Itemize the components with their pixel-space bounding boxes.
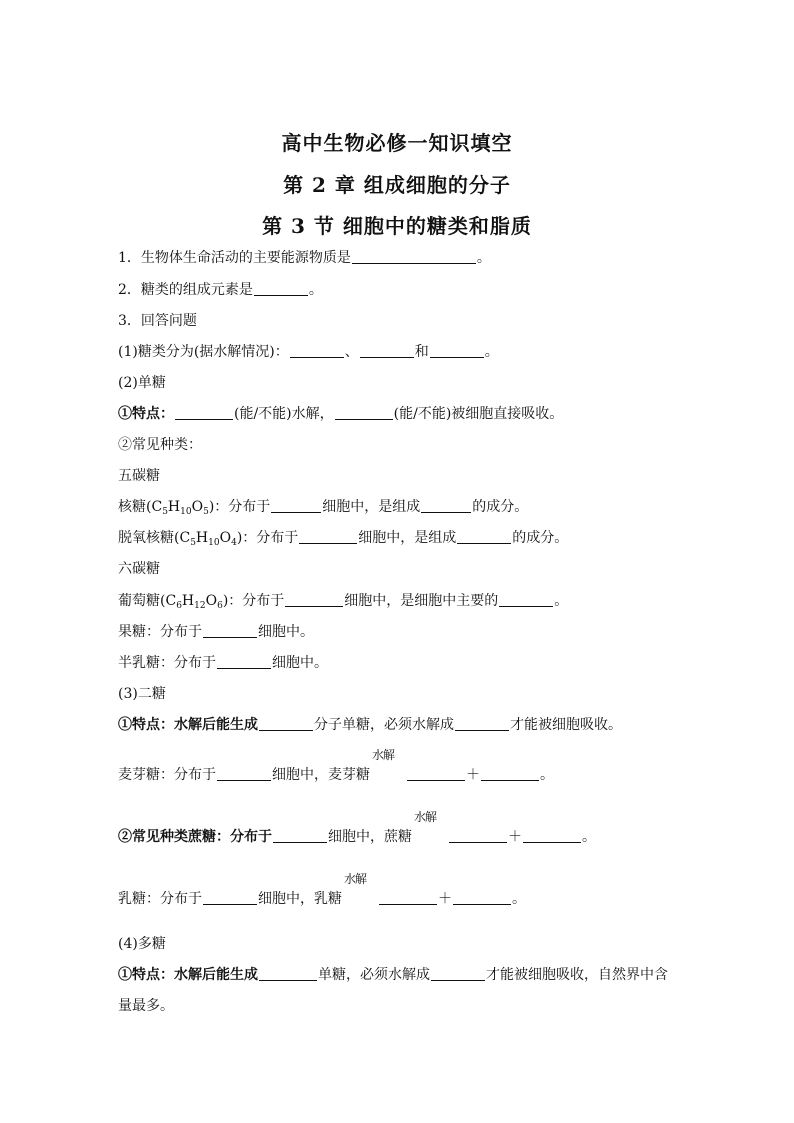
question-text: ①特点：水解后能生成	[118, 967, 258, 983]
answer-blank[interactable]	[217, 653, 271, 669]
answer-blank[interactable]	[299, 528, 357, 544]
answer-blank[interactable]	[271, 497, 321, 513]
punctuation: 。	[540, 767, 554, 783]
question-text: 的成分。	[472, 499, 529, 515]
answer-blank[interactable]	[379, 889, 437, 905]
sucrose-line	[118, 810, 596, 847]
question-text: ②常见种类蔗糖：分布于	[118, 829, 272, 845]
galactose-line	[118, 653, 328, 673]
subquestion-2: (2)单糖	[118, 375, 166, 391]
polysaccharide-continuation: 量最多。	[118, 998, 174, 1014]
question-text: 的成分。	[512, 530, 569, 546]
question-2	[118, 280, 323, 300]
question-text: 麦芽糖：分布于	[118, 767, 216, 783]
polysaccharide-features	[118, 965, 668, 985]
question-text: 细胞中。	[272, 655, 328, 671]
answer-blank[interactable]	[453, 889, 511, 905]
arrow-condition: 水解	[414, 810, 437, 824]
plus-sign: ＋	[508, 829, 522, 845]
answer-blank[interactable]	[285, 591, 343, 607]
punctuation: 。	[476, 250, 491, 266]
answer-blank[interactable]	[254, 280, 308, 296]
ribose-line	[118, 497, 528, 517]
question-text: )：分布于	[222, 593, 285, 609]
chapter-title: 第 2 章 组成细胞的分子	[283, 173, 511, 197]
question-text: ①特点：	[118, 406, 174, 422]
common-types: ②常见种类：	[118, 437, 202, 453]
six-carbon-heading: 六碳糖	[118, 561, 160, 577]
question-text: (1)糖类分为(据水解情况)：	[118, 344, 289, 360]
arrow-condition: 水解	[344, 872, 367, 886]
question-text: 单糖，必须水解成	[318, 967, 430, 983]
subscript: 10	[208, 538, 220, 548]
punctuation: 。	[484, 344, 499, 360]
plus-sign: ＋	[438, 891, 452, 907]
question-text: 果糖：分布于	[118, 624, 202, 640]
formula-text: O	[219, 530, 232, 546]
question-text: 细胞中，乳糖	[258, 891, 342, 907]
subscript: 5	[203, 507, 209, 517]
answer-blank[interactable]	[523, 827, 581, 843]
question-text: 细胞中，麦芽糖	[272, 767, 370, 783]
maltose-line	[118, 748, 554, 785]
subscript: 4	[231, 538, 237, 548]
question-text: (能/不能)被细胞直接吸收。	[393, 406, 564, 422]
answer-blank[interactable]	[455, 715, 509, 731]
lactose-line	[118, 872, 526, 909]
punctuation: 。	[582, 829, 596, 845]
answer-blank[interactable]	[175, 404, 233, 420]
section-title: 第 3 节 细胞中的糖类和脂质	[262, 214, 532, 238]
answer-blank[interactable]	[352, 248, 476, 264]
subscript: 6	[176, 601, 182, 611]
formula-text: H	[181, 593, 195, 609]
punctuation: 。	[308, 282, 323, 298]
five-carbon-heading: 五碳糖	[118, 468, 160, 484]
question-3: 3．回答问题	[118, 313, 197, 329]
question-text: 才能被细胞吸收，自然界中含	[486, 967, 668, 983]
answer-blank[interactable]	[203, 889, 257, 905]
subquestion-4: (4)多糖	[118, 936, 166, 952]
arrow-condition: 水解	[372, 748, 395, 762]
glucose-line	[118, 591, 568, 611]
hydrolysis-arrow	[370, 748, 406, 783]
question-text: )：分布于	[236, 530, 299, 546]
answer-blank[interactable]	[499, 591, 553, 607]
answer-blank[interactable]	[457, 528, 511, 544]
subscript: 10	[180, 507, 192, 517]
question-text: 细胞中，是细胞中主要的	[344, 593, 499, 609]
formula-text: H	[195, 530, 209, 546]
answer-blank[interactable]	[259, 965, 317, 981]
disaccharide-features	[118, 715, 622, 735]
subquestion-3: (3)二糖	[118, 686, 166, 702]
answer-blank[interactable]	[407, 765, 465, 781]
answer-blank[interactable]	[421, 497, 471, 513]
formula-text: O	[205, 593, 218, 609]
answer-blank[interactable]	[431, 965, 485, 981]
formula-text: 核糖(C	[118, 499, 163, 515]
formula-text: H	[167, 499, 181, 515]
question-text: 半乳糖：分布于	[118, 655, 216, 671]
subscript: 5	[162, 507, 168, 517]
hydrolysis-arrow	[342, 872, 378, 907]
answer-blank[interactable]	[481, 765, 539, 781]
deoxyribose-line	[118, 528, 568, 548]
hydrolysis-arrow	[412, 810, 448, 845]
answer-blank[interactable]	[335, 404, 393, 420]
punctuation: 。	[512, 891, 526, 907]
subquestion-1	[118, 342, 499, 362]
answer-blank[interactable]	[290, 342, 344, 358]
question-text: ①特点：水解后能生成	[118, 717, 258, 733]
question-text: 和	[414, 344, 429, 360]
question-text: (能/不能)水解，	[234, 406, 334, 422]
subscript: 12	[194, 601, 206, 611]
formula-text: 脱氧核糖(C	[118, 530, 191, 546]
question-text: 、	[344, 344, 359, 360]
formula-text: 葡萄糖(C	[118, 593, 177, 609]
main-title: 高中生物必修一知识填空	[281, 131, 513, 155]
question-text: 1．生物体生命活动的主要能源物质是	[118, 250, 351, 266]
subscript: 5	[190, 538, 196, 548]
question-text: 细胞中，是组成	[322, 499, 421, 515]
fructose-line	[118, 622, 314, 642]
question-text: 才能被细胞吸收。	[510, 717, 622, 733]
question-text: 乳糖：分布于	[118, 891, 202, 907]
answer-blank[interactable]	[449, 827, 507, 843]
punctuation: 。	[554, 593, 569, 609]
answer-blank[interactable]	[259, 715, 313, 731]
formula-text: O	[191, 499, 204, 515]
answer-blank[interactable]	[273, 827, 327, 843]
answer-blank[interactable]	[217, 765, 271, 781]
subscript: 6	[217, 601, 223, 611]
question-text: 细胞中，是组成	[358, 530, 457, 546]
monosaccharide-features	[118, 404, 563, 424]
question-text: 分子单糖，必须水解成	[314, 717, 454, 733]
question-text: 细胞中。	[258, 624, 314, 640]
question-1	[118, 248, 491, 268]
question-text: )：分布于	[208, 499, 271, 515]
plus-sign: ＋	[466, 767, 480, 783]
question-text: 细胞中，蔗糖	[328, 829, 412, 845]
answer-blank[interactable]	[430, 342, 484, 358]
answer-blank[interactable]	[360, 342, 414, 358]
answer-blank[interactable]	[203, 622, 257, 638]
question-text: 2．糖类的组成元素是	[118, 282, 253, 298]
